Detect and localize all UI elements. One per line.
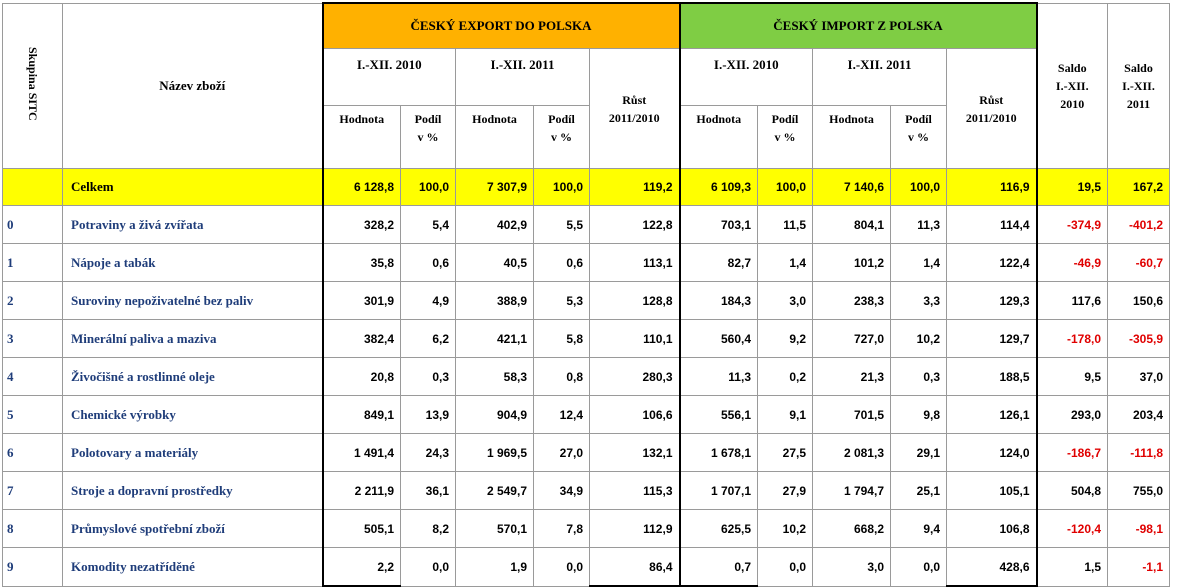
import-value-2010-cell: 82,7 — [680, 244, 758, 282]
export-value-2011-cell: 40,5 — [456, 244, 534, 282]
export-value-2011-cell: 1 969,5 — [456, 434, 534, 472]
import-value-2011-cell: 101,2 — [813, 244, 891, 282]
growth-label: Růst — [622, 92, 647, 107]
import-share-2010-header — [758, 106, 813, 169]
goods-name: Průmyslové spotřební zboží — [63, 510, 323, 548]
import-value-2010-cell: 703,1 — [680, 206, 758, 244]
export-value-2011-cell: 7 307,9 — [456, 169, 534, 206]
share-unit: v % — [774, 130, 796, 144]
export-share-2010-cell: 0,0 — [401, 548, 456, 587]
goods-name: Polotovary a materiály — [63, 434, 323, 472]
export-growth-cell: 132,1 — [590, 434, 680, 472]
export-share-2011-cell: 5,5 — [534, 206, 590, 244]
goods-name: Minerální paliva a maziva — [63, 320, 323, 358]
import-share-2011-cell: 1,4 — [891, 244, 947, 282]
import-value-2010-cell: 560,4 — [680, 320, 758, 358]
saldo-2011-cell: -60,7 — [1108, 244, 1170, 282]
table-row — [3, 548, 1170, 587]
table-row — [3, 244, 1170, 282]
sitc-code: 8 — [3, 510, 63, 548]
export-value-2011-cell: 388,9 — [456, 282, 534, 320]
share-label: Podíl — [414, 112, 442, 126]
import-growth-cell: 106,8 — [947, 510, 1037, 548]
import-growth-cell: 116,9 — [947, 169, 1037, 206]
sitc-code: 1 — [3, 244, 63, 282]
saldo-2011-cell: -401,2 — [1108, 206, 1170, 244]
export-share-2010-cell: 8,2 — [401, 510, 456, 548]
export-share-2011-cell: 5,3 — [534, 282, 590, 320]
import-group-header: ČESKÝ IMPORT Z POLSKA — [680, 3, 1037, 49]
import-share-2011-cell: 0,0 — [891, 548, 947, 587]
import-share-2011-cell: 11,3 — [891, 206, 947, 244]
export-share-2010-cell: 100,0 — [401, 169, 456, 206]
import-share-2010-cell: 27,5 — [758, 434, 813, 472]
export-value-2011-cell: 904,9 — [456, 396, 534, 434]
export-value-2010-cell: 20,8 — [323, 358, 401, 396]
import-share-2010-cell: 9,1 — [758, 396, 813, 434]
saldo-2010-cell: 504,8 — [1037, 472, 1108, 510]
export-value-2010-cell: 505,1 — [323, 510, 401, 548]
sitc-trade-table — [2, 2, 1170, 587]
saldo-2011-cell: 203,4 — [1108, 396, 1170, 434]
import-share-2011-cell: 29,1 — [891, 434, 947, 472]
table-body — [3, 169, 1170, 587]
import-share-2010-cell: 0,2 — [758, 358, 813, 396]
import-growth-header — [947, 49, 1037, 169]
sitc-code: 0 — [3, 206, 63, 244]
saldo-2010-cell: -374,9 — [1037, 206, 1108, 244]
saldo-label: Saldo — [1124, 60, 1153, 75]
export-value-2010-cell: 2 211,9 — [323, 472, 401, 510]
export-growth-cell: 110,1 — [590, 320, 680, 358]
export-share-2011-cell: 12,4 — [534, 396, 590, 434]
growth-period: 2011/2010 — [965, 110, 1017, 125]
import-growth-cell: 126,1 — [947, 396, 1037, 434]
export-share-2010-cell: 0,3 — [401, 358, 456, 396]
import-value-2010-header: Hodnota — [680, 106, 758, 169]
import-share-2010-cell: 1,4 — [758, 244, 813, 282]
import-value-2010-cell: 6 109,3 — [680, 169, 758, 206]
import-value-2011-cell: 2 081,3 — [813, 434, 891, 472]
export-share-2011-cell: 0,8 — [534, 358, 590, 396]
import-value-2011-cell: 21,3 — [813, 358, 891, 396]
table-row — [3, 282, 1170, 320]
share-label: Podíl — [905, 112, 932, 126]
export-share-2010-cell: 0,6 — [401, 244, 456, 282]
export-value-2010-cell: 35,8 — [323, 244, 401, 282]
import-share-2010-cell: 11,5 — [758, 206, 813, 244]
saldo-2011-cell: 37,0 — [1108, 358, 1170, 396]
export-share-2011-cell: 34,9 — [534, 472, 590, 510]
export-value-2011-cell: 58,3 — [456, 358, 534, 396]
saldo-label: Saldo — [1057, 60, 1087, 75]
import-value-2011-cell: 804,1 — [813, 206, 891, 244]
import-value-2010-cell: 556,1 — [680, 396, 758, 434]
goods-name: Potraviny a živá zvířata — [63, 206, 323, 244]
table-row — [3, 320, 1170, 358]
growth-period: 2011/2010 — [608, 110, 660, 125]
export-value-2011-cell: 2 549,7 — [456, 472, 534, 510]
import-value-2010-cell: 1 678,1 — [680, 434, 758, 472]
saldo-2010-cell: -46,9 — [1037, 244, 1108, 282]
sitc-code: 3 — [3, 320, 63, 358]
export-share-2010-cell: 4,9 — [401, 282, 456, 320]
export-share-2011-cell: 5,8 — [534, 320, 590, 358]
table-row — [3, 358, 1170, 396]
export-value-2010-cell: 849,1 — [323, 396, 401, 434]
import-share-2011-cell: 0,3 — [891, 358, 947, 396]
saldo-year: 2010 — [1060, 96, 1085, 111]
export-value-2011-cell: 1,9 — [456, 548, 534, 587]
growth-label: Růst — [979, 92, 1004, 107]
sitc-group-label: Skupina SITC — [26, 46, 40, 121]
sitc-code: 7 — [3, 472, 63, 510]
export-share-2010-cell: 6,2 — [401, 320, 456, 358]
import-value-2011-cell: 238,3 — [813, 282, 891, 320]
saldo-2010-cell: 293,0 — [1037, 396, 1108, 434]
export-growth-cell: 106,6 — [590, 396, 680, 434]
export-value-2011-header: Hodnota — [456, 106, 534, 169]
export-value-2010-cell: 1 491,4 — [323, 434, 401, 472]
export-growth-cell: 119,2 — [590, 169, 680, 206]
import-share-2010-cell: 0,0 — [758, 548, 813, 587]
import-share-2010-cell: 27,9 — [758, 472, 813, 510]
export-period-2011: I.-XII. 2011 — [456, 49, 590, 106]
total-row — [3, 169, 1170, 206]
export-value-2011-cell: 421,1 — [456, 320, 534, 358]
saldo-2011-cell: -98,1 — [1108, 510, 1170, 548]
import-value-2011-cell: 1 794,7 — [813, 472, 891, 510]
saldo-2010-cell: -186,7 — [1037, 434, 1108, 472]
import-share-2011-cell: 9,4 — [891, 510, 947, 548]
import-growth-cell: 124,0 — [947, 434, 1037, 472]
saldo-year: 2011 — [1126, 96, 1151, 111]
import-growth-cell: 105,1 — [947, 472, 1037, 510]
export-share-2010-header — [401, 106, 456, 169]
export-growth-cell: 122,8 — [590, 206, 680, 244]
goods-name: Suroviny nepoživatelné bez paliv — [63, 282, 323, 320]
export-growth-cell: 128,8 — [590, 282, 680, 320]
import-growth-cell: 122,4 — [947, 244, 1037, 282]
goods-name: Nápoje a tabák — [63, 244, 323, 282]
saldo-2011-cell: -305,9 — [1108, 320, 1170, 358]
export-share-2010-cell: 5,4 — [401, 206, 456, 244]
share-unit: v % — [551, 130, 572, 144]
import-share-2010-cell: 10,2 — [758, 510, 813, 548]
saldo-2011-cell: -1,1 — [1108, 548, 1170, 587]
export-share-2011-cell: 100,0 — [534, 169, 590, 206]
export-value-2010-cell: 6 128,8 — [323, 169, 401, 206]
sitc-code: 6 — [3, 434, 63, 472]
table-row — [3, 206, 1170, 244]
goods-name: Živočišné a rostlinné oleje — [63, 358, 323, 396]
goods-name: Chemické výrobky — [63, 396, 323, 434]
import-value-2011-header: Hodnota — [813, 106, 891, 169]
saldo-2010-header — [1037, 3, 1108, 169]
export-value-2011-cell: 570,1 — [456, 510, 534, 548]
import-share-2011-cell: 9,8 — [891, 396, 947, 434]
table-row — [3, 396, 1170, 434]
import-value-2011-cell: 668,2 — [813, 510, 891, 548]
saldo-period: I.-XII. — [1055, 78, 1089, 93]
share-unit: v % — [417, 130, 439, 144]
export-growth-cell: 113,1 — [590, 244, 680, 282]
import-value-2011-cell: 727,0 — [813, 320, 891, 358]
export-value-2010-cell: 301,9 — [323, 282, 401, 320]
import-value-2010-cell: 0,7 — [680, 548, 758, 587]
saldo-2011-header — [1108, 3, 1170, 169]
table-row — [3, 510, 1170, 548]
import-period-2011: I.-XII. 2011 — [813, 49, 947, 106]
export-share-2010-cell: 36,1 — [401, 472, 456, 510]
saldo-2011-cell: 755,0 — [1108, 472, 1170, 510]
share-unit: v % — [908, 130, 929, 144]
export-value-2010-cell: 2,2 — [323, 548, 401, 587]
sitc-code: 5 — [3, 396, 63, 434]
import-growth-cell: 129,7 — [947, 320, 1037, 358]
saldo-period: I.-XII. — [1122, 78, 1155, 93]
import-value-2011-cell: 3,0 — [813, 548, 891, 587]
sitc-code — [3, 169, 63, 206]
export-share-2011-header — [534, 106, 590, 169]
goods-name: Stroje a dopravní prostředky — [63, 472, 323, 510]
saldo-2010-cell: 19,5 — [1037, 169, 1108, 206]
import-share-2010-cell: 3,0 — [758, 282, 813, 320]
saldo-2010-cell: 9,5 — [1037, 358, 1108, 396]
export-value-2011-cell: 402,9 — [456, 206, 534, 244]
import-share-2010-cell: 100,0 — [758, 169, 813, 206]
import-share-2010-cell: 9,2 — [758, 320, 813, 358]
sitc-code: 4 — [3, 358, 63, 396]
export-value-2010-header: Hodnota — [323, 106, 401, 169]
share-label: Podíl — [771, 112, 799, 126]
export-growth-cell: 112,9 — [590, 510, 680, 548]
import-value-2010-cell: 184,3 — [680, 282, 758, 320]
saldo-2011-cell: -111,8 — [1108, 434, 1170, 472]
import-growth-cell: 114,4 — [947, 206, 1037, 244]
import-share-2011-cell: 10,2 — [891, 320, 947, 358]
export-group-header: ČESKÝ EXPORT DO POLSKA — [323, 3, 680, 49]
import-growth-cell: 188,5 — [947, 358, 1037, 396]
saldo-2010-cell: -178,0 — [1037, 320, 1108, 358]
saldo-2010-cell: -120,4 — [1037, 510, 1108, 548]
export-share-2011-cell: 27,0 — [534, 434, 590, 472]
saldo-2010-cell: 117,6 — [1037, 282, 1108, 320]
export-growth-cell: 115,3 — [590, 472, 680, 510]
import-value-2010-cell: 625,5 — [680, 510, 758, 548]
import-value-2011-cell: 701,5 — [813, 396, 891, 434]
saldo-2010-cell: 1,5 — [1037, 548, 1108, 587]
import-growth-cell: 428,6 — [947, 548, 1037, 587]
goods-name-header: Název zboží — [63, 3, 323, 169]
table-row — [3, 472, 1170, 510]
export-value-2010-cell: 382,4 — [323, 320, 401, 358]
saldo-2011-cell: 167,2 — [1108, 169, 1170, 206]
saldo-2011-cell: 150,6 — [1108, 282, 1170, 320]
export-share-2010-cell: 24,3 — [401, 434, 456, 472]
export-share-2011-cell: 0,0 — [534, 548, 590, 587]
import-value-2010-cell: 1 707,1 — [680, 472, 758, 510]
export-share-2010-cell: 13,9 — [401, 396, 456, 434]
import-share-2011-cell: 100,0 — [891, 169, 947, 206]
import-share-2011-header — [891, 106, 947, 169]
import-share-2011-cell: 3,3 — [891, 282, 947, 320]
export-growth-cell: 86,4 — [590, 548, 680, 587]
export-period-2010: I.-XII. 2010 — [323, 49, 456, 106]
export-growth-header — [590, 49, 680, 169]
import-period-2010: I.-XII. 2010 — [680, 49, 813, 106]
sitc-code: 2 — [3, 282, 63, 320]
export-value-2010-cell: 328,2 — [323, 206, 401, 244]
import-value-2011-cell: 7 140,6 — [813, 169, 891, 206]
export-share-2011-cell: 7,8 — [534, 510, 590, 548]
goods-name: Celkem — [63, 169, 323, 206]
export-share-2011-cell: 0,6 — [534, 244, 590, 282]
import-share-2011-cell: 25,1 — [891, 472, 947, 510]
import-value-2010-cell: 11,3 — [680, 358, 758, 396]
sitc-group-header — [3, 3, 63, 169]
sitc-code: 9 — [3, 548, 63, 587]
share-label: Podíl — [548, 112, 575, 126]
import-growth-cell: 129,3 — [947, 282, 1037, 320]
export-growth-cell: 280,3 — [590, 358, 680, 396]
goods-name: Komodity nezatříděné — [63, 548, 323, 587]
table-row — [3, 434, 1170, 472]
